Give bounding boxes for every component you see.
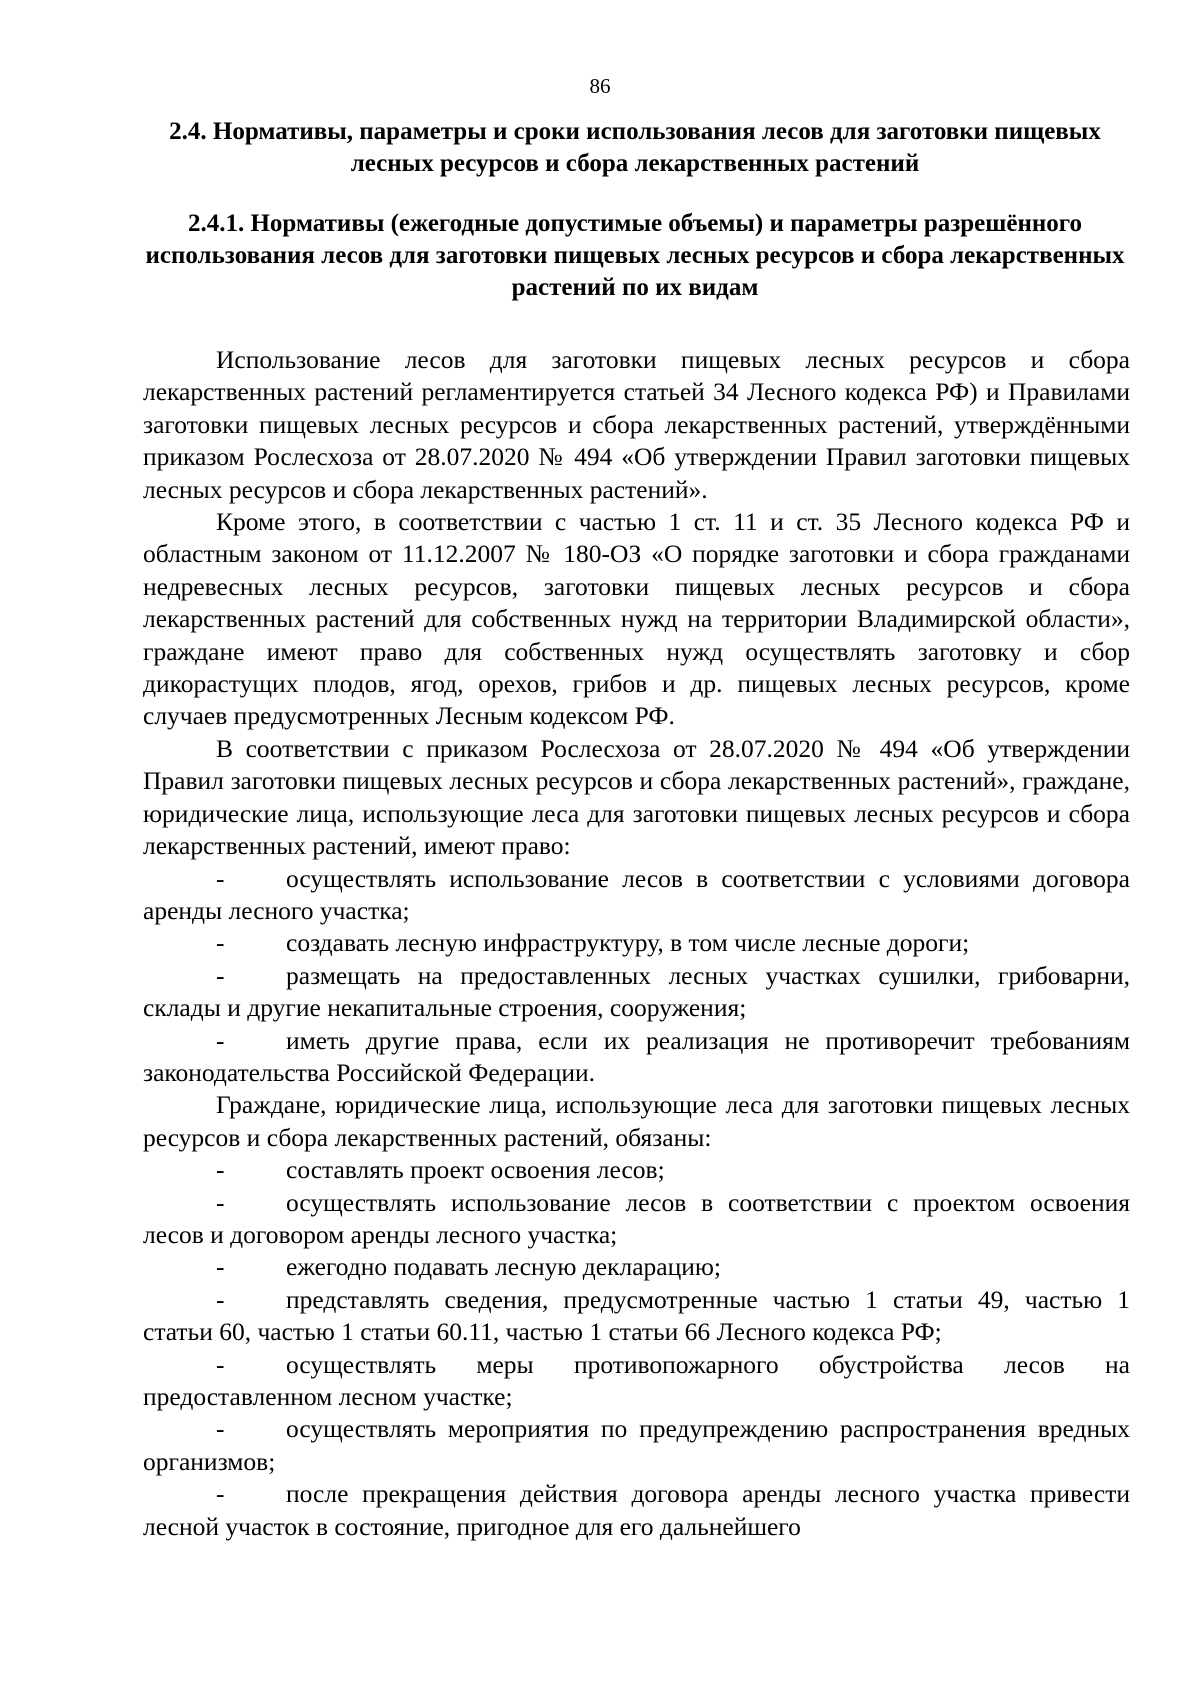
page-number: 86 (589, 74, 611, 98)
obligations-list-item (143, 1413, 1130, 1478)
section-heading: 2.4. Нормативы, параметры и сроки использования лесов для заготовки пищевых лесных ресурсов и сбора лекарственных растений (169, 118, 1101, 177)
list-dash: - (216, 1349, 225, 1379)
list-item-text: представлять сведения, предусмотренные частью 1 статьи 49, частью 1 статьи 60, частью 1 статьи 60.11, частью 1 статьи 66 Лесного кодекса РФ; (143, 1284, 1130, 1347)
obligations-list-item (143, 1251, 1130, 1283)
list-item-text: после прекращения действия договора аренды лесного участка привести лесной участок в состояние, пригодное для его дальнейшего (143, 1479, 1130, 1541)
paragraph: В соответствии с приказом Рослесхоза от 28.07.2020 № 494 «Об утверждении Правил заготовки пищевых лесных ресурсов и сбора лекарственных растений», граждане, юридические лица, использующие леса для заготовки пищевых лесных ресурсов и сбора лекарственных растений, имеют право: (143, 733, 1130, 861)
rights-list-item (143, 863, 1130, 928)
list-item-text: осуществлять меры противопожарного обустройства лесов на предоставленном лесном участке; (143, 1349, 1130, 1411)
paragraph: Граждане, юридические лица, использующие леса для заготовки пищевых лесных ресурсов и сбора лекарственных растений, обязаны: (143, 1090, 1130, 1152)
list-item-text: осуществлять использование лесов в соответствии с проектом освоения лесов и договором аренды лесного участка; (143, 1187, 1130, 1249)
list-item-text: создавать лесную инфраструктуру, в том числе лесные дороги; (286, 928, 970, 958)
list-dash: - (216, 1284, 225, 1314)
list-item-text: ежегодно подавать лесную декларацию; (286, 1252, 722, 1282)
document-body (143, 344, 1130, 1543)
list-item-text: осуществлять мероприятия по предупреждению распространения вредных организмов; (143, 1414, 1130, 1476)
obligations-list-item (143, 1349, 1130, 1414)
list-dash: - (216, 1187, 225, 1217)
list-item-text: иметь другие права, если их реализация не противоречит требованиям законодательства Российской Федерации. (143, 1025, 1130, 1087)
list-item-text: размещать на предоставленных лесных участках сушилки, грибоварни, склады и другие некапитальные строения, сооружения; (143, 960, 1130, 1023)
paragraph: Кроме этого, в соответствии с частью 1 ст. 11 и ст. 35 Лесного кодекса РФ и областным законом от 11.12.2007 № 180-ОЗ «О порядке заготовки и сбора гражданами недревесных лесных ресурсов, заготовки пищевых лесных ресурсов и сбора лекарственных растений для собственных нужд на территории Владимирской области», граждане имеют право для собственных нужд осуществлять заготовку и сбор дикорастущих плодов, ягод, орехов, грибов и др. пищевых лесных ресурсов, кроме случаев предусмотренных Лесным кодексом РФ. (143, 507, 1130, 731)
paragraph: Использование лесов для заготовки пищевых лесных ресурсов и сбора лекарственных растений регламентируется статьей 34 Лесного кодекса РФ) и Правилами заготовки пищевых лесных ресурсов и сбора лекарственных растений, утверждёнными приказом Рослесхоза от 28.07.2020 № 494 «Об утверждении Правил заготовки пищевых лесных ресурсов и сбора лекарственных растений». (143, 345, 1130, 504)
obligations-list-item (143, 1154, 1130, 1186)
rights-list-item (143, 960, 1130, 1025)
list-dash: - (216, 928, 225, 958)
list-dash: - (216, 1414, 225, 1444)
list-item-text: осуществлять использование лесов в соответствии с условиями договора аренды лесного участка; (143, 863, 1130, 925)
rights-list-item (143, 1025, 1130, 1090)
list-dash: - (216, 1155, 225, 1185)
list-dash: - (216, 1025, 225, 1055)
rights-list-item (143, 927, 1130, 959)
list-dash: - (216, 863, 225, 893)
obligations-list-item (143, 1478, 1130, 1543)
list-dash: - (216, 1479, 225, 1509)
obligations-list-item (143, 1187, 1130, 1252)
list-dash: - (216, 1252, 225, 1282)
list-dash: - (216, 960, 225, 990)
subsection-heading: 2.4.1. Нормативы (ежегодные допустимые объемы) и параметры разрешённого использования лесов для заготовки пищевых лесных ресурсов и сбора лекарственных растений по их видам (145, 210, 1125, 301)
list-item-text: составлять проект освоения лесов; (286, 1155, 665, 1185)
obligations-list-item (143, 1284, 1130, 1349)
